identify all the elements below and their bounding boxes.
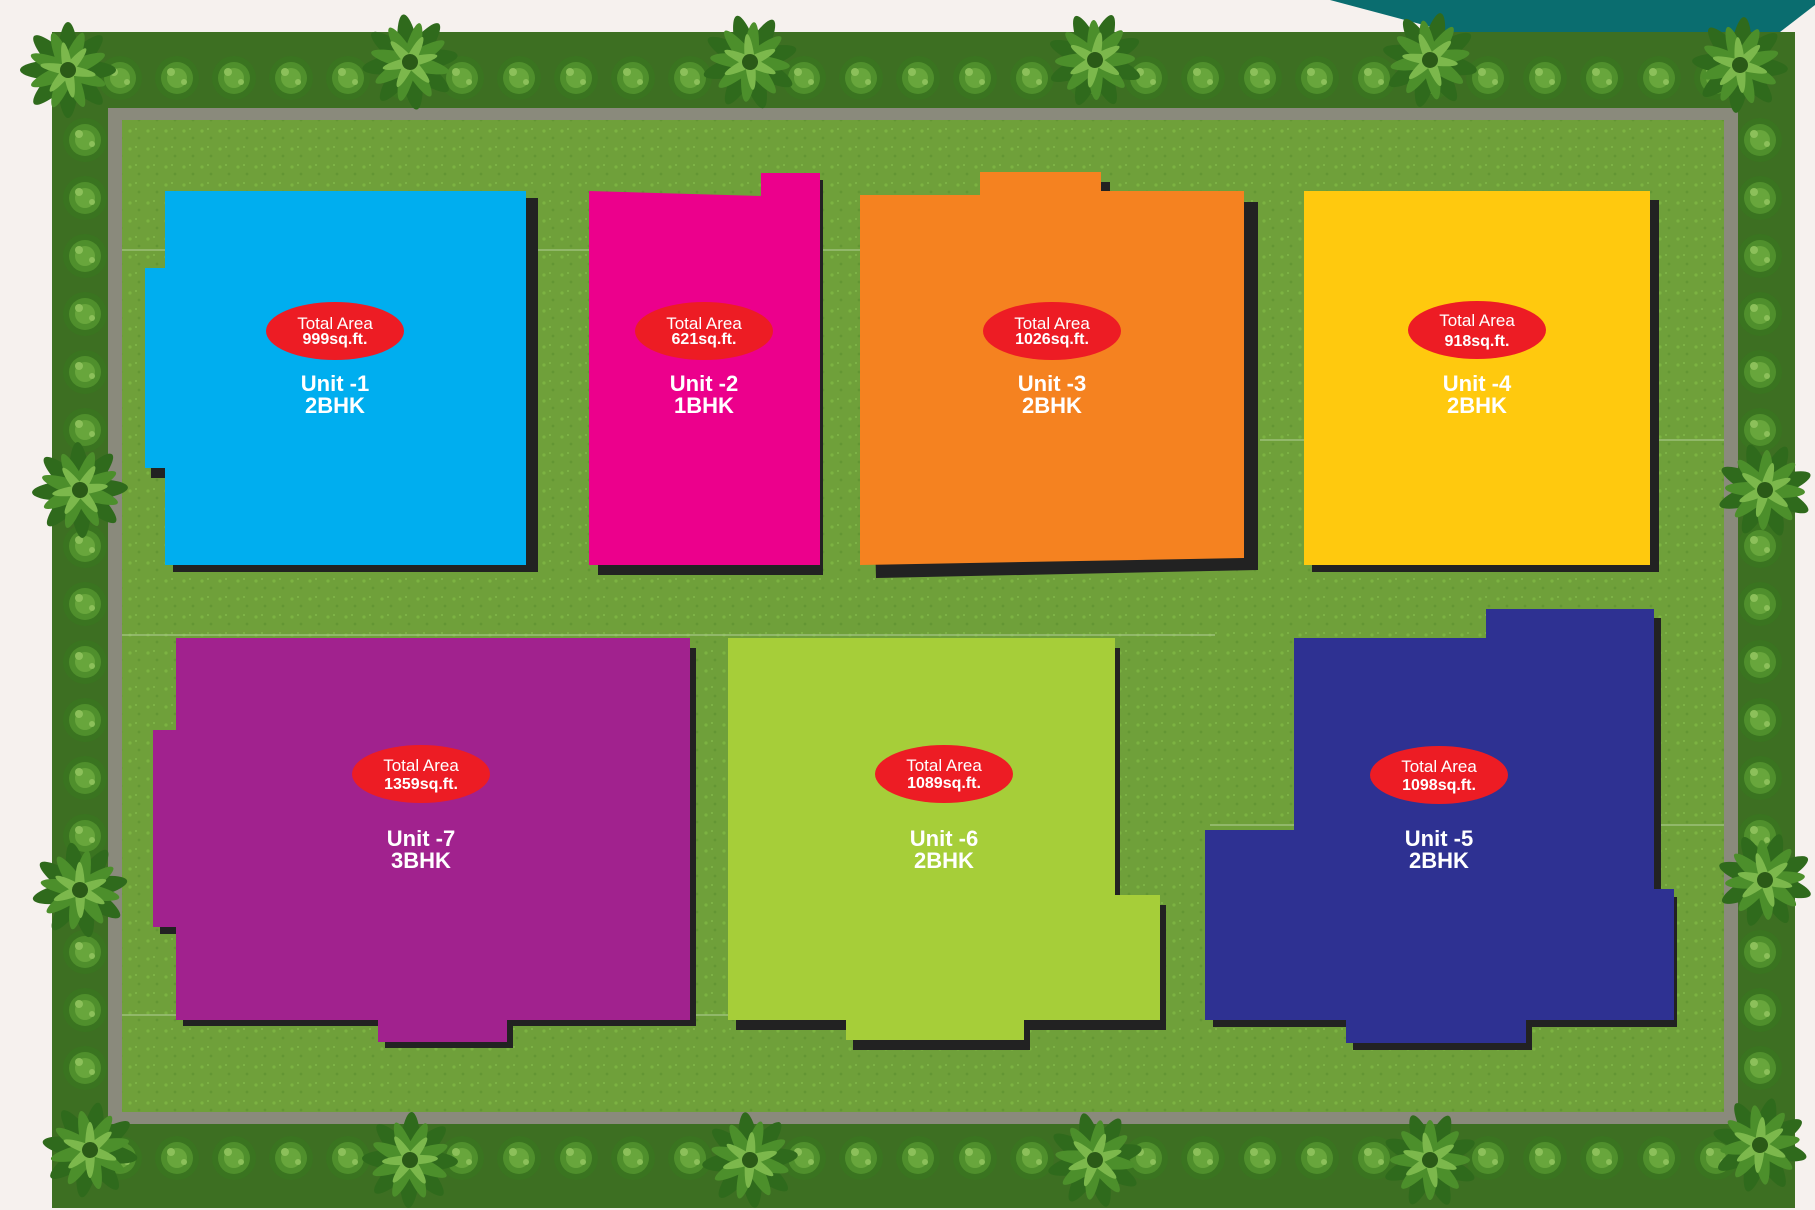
unit-7-plot[interactable]: [153, 638, 696, 1048]
unit-5-area-value: 1098sq.ft.: [1402, 777, 1476, 794]
unit-7-name: Unit -7: [386, 826, 456, 851]
hedge-bush: [63, 640, 107, 684]
unit-4-area-label: Total Area: [1439, 311, 1515, 330]
unit-1-type: 2BHK: [305, 393, 365, 418]
hedge-bush: [269, 1136, 313, 1180]
hedge-bush: [1738, 988, 1782, 1032]
hedge-bush: [1738, 582, 1782, 626]
hedge-bush: [497, 1136, 541, 1180]
unit-3-area-label: Total Area: [1014, 314, 1090, 333]
hedge-bush: [155, 56, 199, 100]
hedge-bush: [212, 1136, 256, 1180]
unit-1-area-label: Total Area: [297, 314, 373, 333]
unit-6-type: 2BHK: [914, 848, 974, 873]
hedge-bush: [1738, 1046, 1782, 1090]
hedge-bush: [1738, 930, 1782, 974]
hedge-bush: [1738, 350, 1782, 394]
hedge-bush: [212, 56, 256, 100]
hedge-bush: [63, 582, 107, 626]
hedge-bush: [668, 56, 712, 100]
unit-4-area-value: 918sq.ft.: [1444, 333, 1510, 350]
hedge-bush: [326, 56, 370, 100]
hedge-bush: [497, 56, 541, 100]
hedge-bush: [63, 930, 107, 974]
hedge-bush: [1738, 698, 1782, 742]
unit-1-plot[interactable]: [145, 191, 538, 572]
unit-3-footprint: [860, 172, 1244, 565]
unit-7-area-label: Total Area: [383, 756, 459, 775]
hedge-bush: [896, 56, 940, 100]
unit-2-area-label: Total Area: [666, 314, 742, 333]
palm-tree-icon: [20, 22, 116, 118]
unit-7-area-value: 1359sq.ft.: [384, 776, 458, 793]
hedge-bush: [839, 56, 883, 100]
unit-3-area-value: 1026sq.ft.: [1015, 331, 1089, 348]
unit-3-name: Unit -3: [1017, 371, 1087, 396]
hedge-bush: [63, 408, 107, 452]
unit-6-area-value: 1089sq.ft.: [907, 775, 981, 792]
unit-3-plot[interactable]: [860, 172, 1258, 578]
hedge-bush: [953, 1136, 997, 1180]
hedge-bush: [1181, 1136, 1225, 1180]
unit-2-type: 1BHK: [674, 393, 734, 418]
hedge-bush: [1637, 1136, 1681, 1180]
hedge-bush: [1637, 56, 1681, 100]
hedge-bush: [1010, 56, 1054, 100]
hedge-bush: [1580, 56, 1624, 100]
hedge-bush: [953, 56, 997, 100]
hedge-bush: [63, 756, 107, 800]
hedge-bush: [1738, 118, 1782, 162]
hedge-bush: [668, 1136, 712, 1180]
unit-5-type: 2BHK: [1409, 848, 1469, 873]
hedge-bush: [1352, 56, 1396, 100]
hedge-bush: [1466, 56, 1510, 100]
hedge-bush: [63, 698, 107, 742]
unit-1-area-value: 999sq.ft.: [302, 331, 368, 348]
hedge-bush: [1523, 1136, 1567, 1180]
unit-2-name: Unit -2: [669, 371, 739, 396]
hedge-bush: [1238, 56, 1282, 100]
hedge-bush: [554, 1136, 598, 1180]
unit-4-area-badge: [1408, 301, 1546, 359]
hedge-bush: [1295, 1136, 1339, 1180]
hedge-bush: [63, 988, 107, 1032]
unit-5-area-label: Total Area: [1401, 757, 1477, 776]
hedge-bush: [63, 118, 107, 162]
hedge-bush: [554, 56, 598, 100]
hedge-bush: [63, 292, 107, 336]
hedge-bush: [98, 56, 142, 100]
hedge-bush: [1238, 1136, 1282, 1180]
hedge-bush: [1295, 56, 1339, 100]
hedge-bush: [1181, 56, 1225, 100]
hedge-bush: [1738, 408, 1782, 452]
unit-6-area-label: Total Area: [906, 756, 982, 775]
unit-2-footprint: [589, 173, 820, 565]
hedge-bush: [1738, 756, 1782, 800]
unit-2-area-value: 621sq.ft.: [671, 331, 737, 348]
unit-6-name: Unit -6: [909, 826, 979, 851]
hedge-bush: [63, 1046, 107, 1090]
unit-4-type: 2BHK: [1447, 393, 1507, 418]
unit-1-name: Unit -1: [300, 371, 370, 396]
unit-5-name: Unit -5: [1404, 826, 1474, 851]
hedge-bush: [1738, 234, 1782, 278]
hedge-bush: [839, 1136, 883, 1180]
hedge-bush: [896, 1136, 940, 1180]
hedge-bush: [155, 1136, 199, 1180]
hedge-bush: [63, 350, 107, 394]
unit-4-plot[interactable]: [1304, 191, 1659, 572]
hedge-bush: [269, 56, 313, 100]
hedge-bush: [1738, 640, 1782, 684]
unit-2-plot[interactable]: [589, 173, 823, 575]
hedge-bush: [1580, 1136, 1624, 1180]
hedge-bush: [1010, 1136, 1054, 1180]
hedge-bush: [611, 1136, 655, 1180]
unit-6-plot[interactable]: [728, 638, 1166, 1050]
hedge-bush: [63, 234, 107, 278]
hedge-bush: [611, 56, 655, 100]
hedge-bush: [63, 176, 107, 220]
unit-7-type: 3BHK: [391, 848, 451, 873]
hedge-bush: [1523, 56, 1567, 100]
unit-3-type: 2BHK: [1022, 393, 1082, 418]
hedge-bush: [1738, 176, 1782, 220]
hedge-bush: [1738, 292, 1782, 336]
unit-4-name: Unit -4: [1442, 371, 1512, 396]
